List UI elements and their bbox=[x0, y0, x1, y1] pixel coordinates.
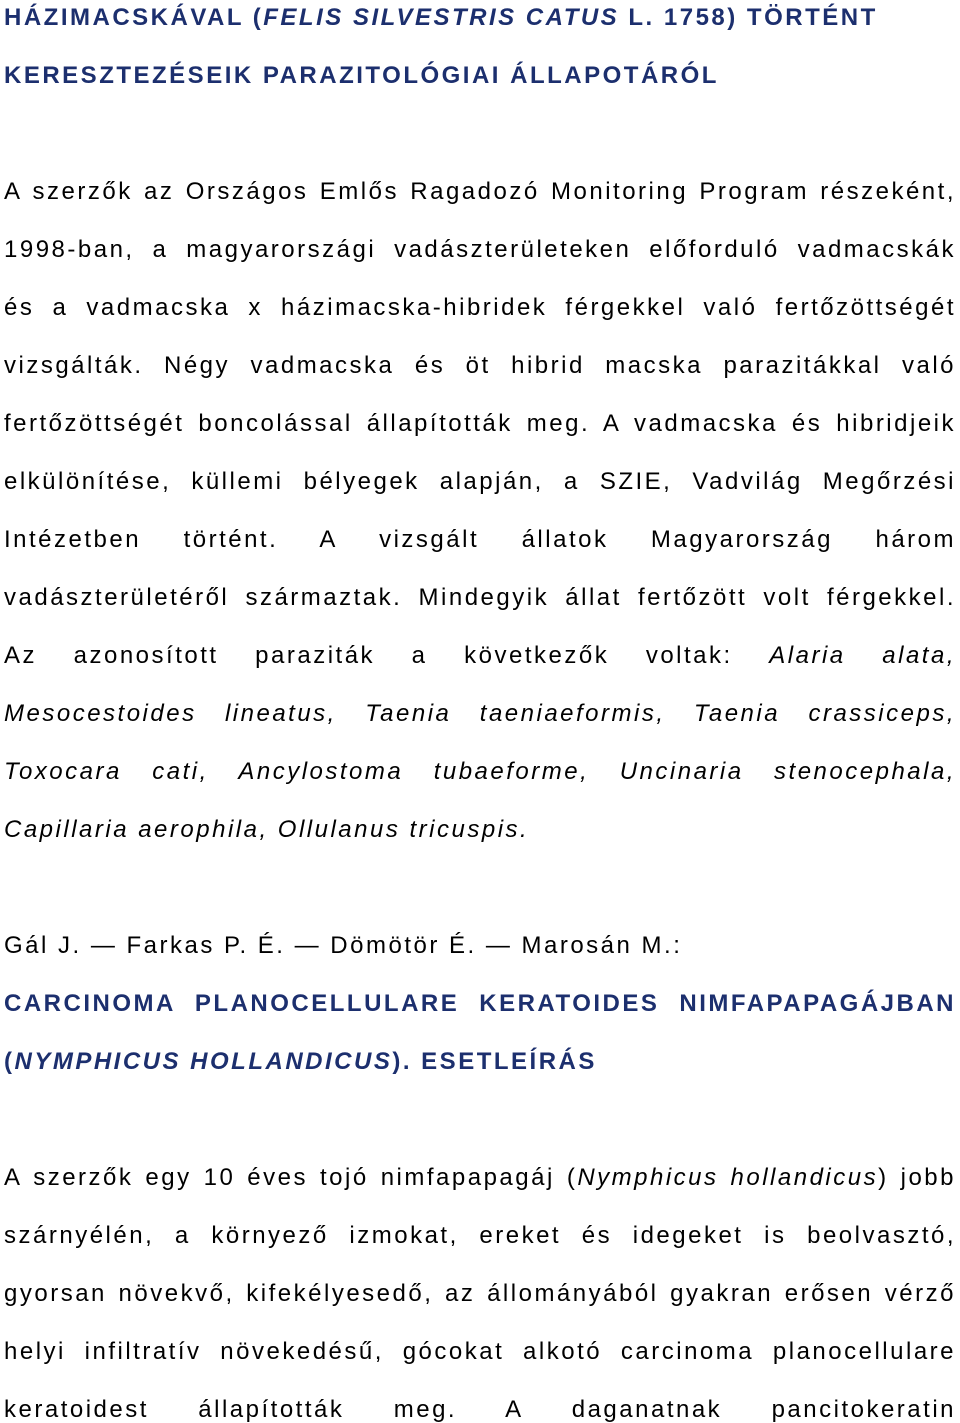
abstract-line bbox=[4, 1323, 956, 1381]
abstract-line bbox=[4, 279, 956, 337]
title-text: KERESZTEZÉSEIK PARAZITOLÓGIAI ÁLLAPOTÁRÓL bbox=[4, 62, 719, 89]
abstract-line bbox=[4, 1207, 956, 1265]
abstract-text: A szerzők az Országos Emlős Ragadozó Monitoring Program részeként, bbox=[4, 178, 956, 205]
article-title-line bbox=[4, 975, 956, 1033]
abstract-line bbox=[4, 1265, 956, 1323]
abstract-text: Intézetben történt. A vizsgált állatok Magyarország három bbox=[4, 526, 956, 553]
abstract-text: 1998-ban, a magyarországi vadászterületeken előforduló vadmacskák bbox=[4, 236, 956, 263]
abstract-text: fertőzöttségét boncolással állapították meg. A vadmacska és hibridjeik bbox=[4, 410, 956, 437]
species-name-italic: Nymphicus hollandicus bbox=[577, 1164, 879, 1191]
abstract-text: vizsgálták. Négy vadmacska és öt hibrid macska parazitákkal való bbox=[4, 352, 956, 379]
abstract-text: keratoidest állapították meg. A daganatnak pancitokeratin bbox=[4, 1396, 956, 1423]
parasite-name-italic: Mesocestoides lineatus, Taenia taeniaeformis, Taenia crassiceps, bbox=[4, 700, 956, 727]
abstract-line bbox=[4, 1149, 956, 1207]
abstract-text: elkülönítése, küllemi bélyegek alapján, a SZIE, Vadvilág Megőrzési bbox=[4, 468, 956, 495]
article-cockatiel-carcinoma bbox=[4, 917, 956, 1423]
blank-line-spacer bbox=[4, 859, 956, 917]
parasite-name-italic: Capillaria aerophila, Ollulanus tricuspis. bbox=[4, 816, 530, 843]
parasite-name-italic: Alaria alata, bbox=[769, 642, 956, 669]
parasite-name-italic: Toxocara cati, Ancylostoma tubaeforme, Uncinaria stenocephala, bbox=[4, 758, 956, 785]
article-title-line bbox=[4, 47, 956, 105]
abstract-line bbox=[4, 337, 956, 395]
title-text: ). ESETLEÍRÁS bbox=[392, 1048, 597, 1075]
abstract-text: szárnyélén, a környező izmokat, ereket és idegeket is beolvasztó, bbox=[4, 1222, 956, 1249]
abstract-line bbox=[4, 685, 956, 743]
abstract-line bbox=[4, 627, 956, 685]
article-title-line bbox=[4, 1033, 956, 1091]
title-text: L. 1758) TÖRTÉNT bbox=[619, 4, 878, 31]
abstract-text: ) jobb bbox=[878, 1164, 956, 1191]
abstract-text: A szerzők egy 10 éves tojó nimfapapagáj ( bbox=[4, 1164, 578, 1191]
title-species-italic: NYMPHICUS HOLLANDICUS bbox=[14, 1048, 393, 1075]
abstract-line bbox=[4, 221, 956, 279]
abstract-line bbox=[4, 163, 956, 221]
abstract-line bbox=[4, 1381, 956, 1423]
abstract-line bbox=[4, 453, 956, 511]
abstract-line bbox=[4, 569, 956, 627]
blank-line-spacer bbox=[4, 105, 956, 163]
abstract-line bbox=[4, 743, 956, 801]
abstract-text: és a vadmacska x házimacska-hibridek férgekkel való fertőzöttségét bbox=[4, 294, 956, 321]
title-text: CARCINOMA PLANOCELLULARE KERATOIDES NIMFAPAPAGÁJBAN bbox=[4, 990, 956, 1017]
article-title-line bbox=[4, 0, 956, 47]
title-text: ( bbox=[4, 1048, 15, 1075]
abstract-text: gyorsan növekvő, kifekélyesedő, az állományából gyakran erősen vérző bbox=[4, 1280, 956, 1307]
abstract-line bbox=[4, 511, 956, 569]
blank-line-spacer bbox=[4, 1091, 956, 1149]
abstract-line bbox=[4, 801, 956, 859]
abstract-line bbox=[4, 395, 956, 453]
document-page bbox=[4, 0, 956, 1423]
abstract-text: vadászterületéről származtak. Mindegyik állat fertőzött volt férgekkel. bbox=[4, 584, 956, 611]
abstract-text: Az azonosított paraziták a következők voltak: bbox=[4, 642, 770, 669]
title-text: HÁZIMACSKÁVAL ( bbox=[4, 4, 264, 31]
authors-line: Gál J. — Farkas P. É. — Dömötör É. — Marosán M.: bbox=[4, 932, 683, 959]
abstract-text: helyi infiltratív növekedésű, gócokat alkotó carcinoma planocellulare bbox=[4, 1338, 956, 1365]
title-species-italic: FELIS SILVESTRIS CATUS bbox=[263, 4, 620, 31]
article-wildcat-hybrids bbox=[4, 0, 956, 859]
